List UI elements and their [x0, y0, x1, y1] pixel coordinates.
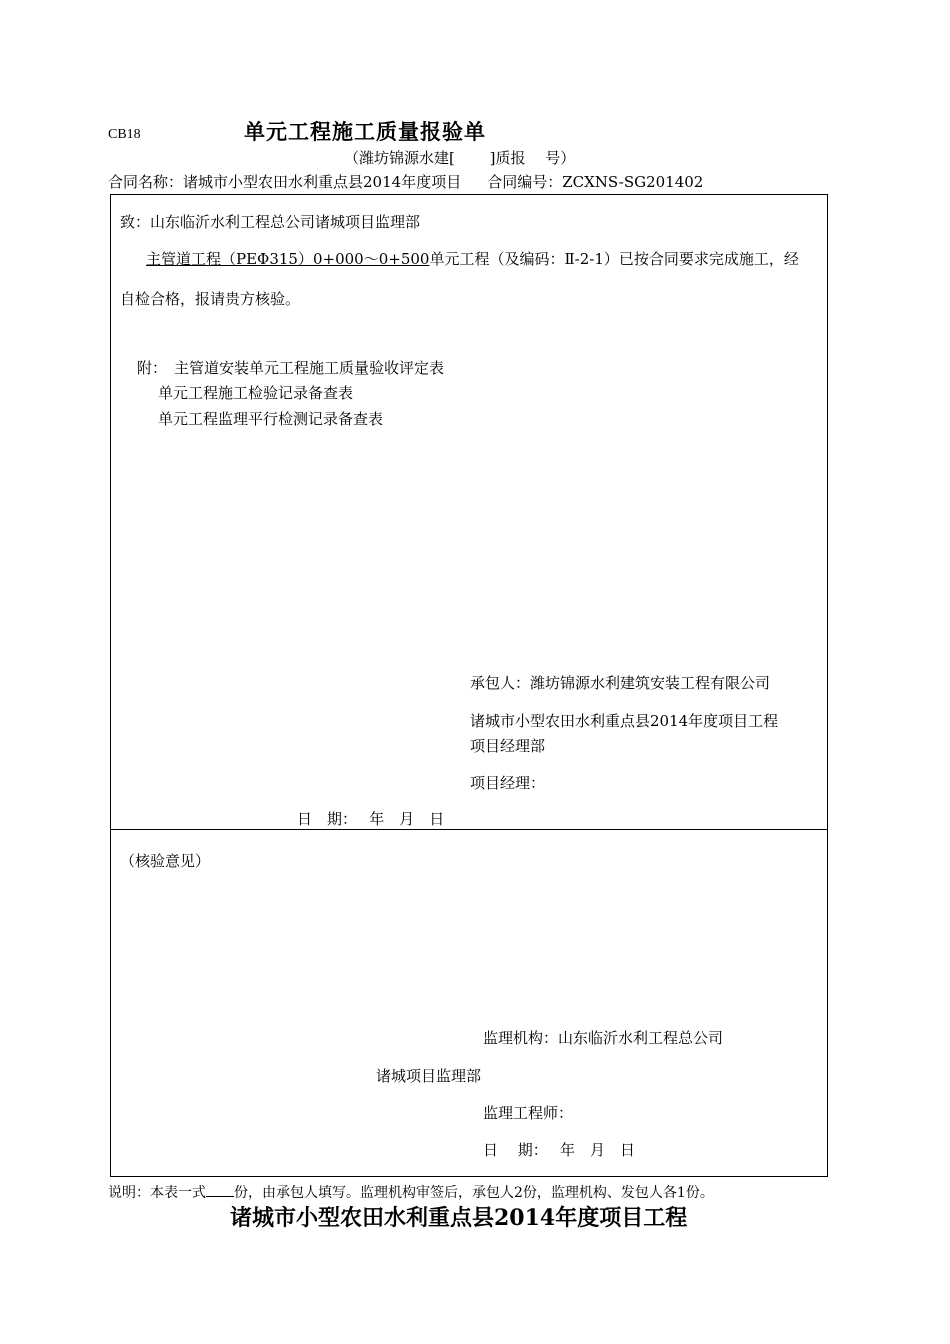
- supervisor-org-name: 山东临沂水利工程总公司: [558, 1029, 724, 1047]
- note-prefix: 说明：本表一式: [108, 1185, 206, 1201]
- review-date: 日 期： 年 月 日: [483, 1141, 636, 1159]
- attachment-item-3: 单元工程监理平行检测记录备查表: [158, 410, 384, 428]
- form-subtitle: （潍坊锦源水建[ ]质报 号）: [344, 149, 576, 167]
- contractor-label: 承包人：: [470, 674, 531, 692]
- project-dept-line-2: 项目经理部: [470, 737, 546, 755]
- form-title: 单元工程施工质量报验单: [244, 119, 486, 144]
- attachment-item-1: 主管道安装单元工程施工质量验收评定表: [174, 359, 445, 377]
- review-opinion-label: （核验意见）: [120, 852, 211, 870]
- body-text-1: 单元工程（及编码：Ⅱ-2-1）已按合同要求完成施工，经: [429, 250, 799, 268]
- submission-section: [110, 194, 828, 830]
- contractor-name: 潍坊锦源水利建筑安装工程有限公司: [530, 674, 771, 692]
- recipient-line: 致：山东临沂水利工程总公司诸城项目监理部: [120, 213, 421, 231]
- supervisor-engineer-label: 监理工程师：: [483, 1104, 574, 1122]
- supervisor-org-line: [483, 1027, 723, 1048]
- contractor-line: [470, 672, 770, 693]
- footer-title: 诸城市小型农田水利重点县2014年度项目工程: [230, 1205, 688, 1231]
- project-manager-label: 项目经理：: [470, 774, 546, 792]
- submission-date: 日 期： 年 月 日: [297, 810, 445, 828]
- contract-no: ZCXNS-SG201402: [562, 173, 704, 191]
- copies-blank: [206, 1184, 234, 1197]
- form-code: CB18: [108, 127, 141, 142]
- attachment-label: 附：: [137, 359, 168, 377]
- contract-name: 诸城市小型农田水利重点县2014年度项目: [183, 173, 462, 191]
- contract-name-label: 合同名称：: [108, 173, 184, 191]
- project-dept-line-1: 诸城市小型农田水利重点县2014年度项目工程: [470, 712, 779, 730]
- note-suffix: 份，由承包人填写。监理机构审签后，承包人2份，监理机构、发包人各1份。: [234, 1185, 714, 1201]
- contract-info-line: [108, 171, 703, 192]
- submission-body-line-2: 自检合格，报请贵方核验。: [120, 290, 301, 308]
- form-note: [108, 1182, 714, 1202]
- attachment-item-2: 单元工程施工检验记录备查表: [158, 384, 354, 402]
- contract-no-label: 合同编号：: [487, 173, 563, 191]
- review-section: [110, 829, 828, 1177]
- supervisor-dept: 诸城项目监理部: [376, 1067, 482, 1085]
- supervisor-org-label: 监理机构：: [483, 1029, 559, 1047]
- unit-project-name: 主管道工程（PEΦ315）0+000～0+500: [146, 250, 430, 268]
- submission-body-line-1: [146, 248, 799, 269]
